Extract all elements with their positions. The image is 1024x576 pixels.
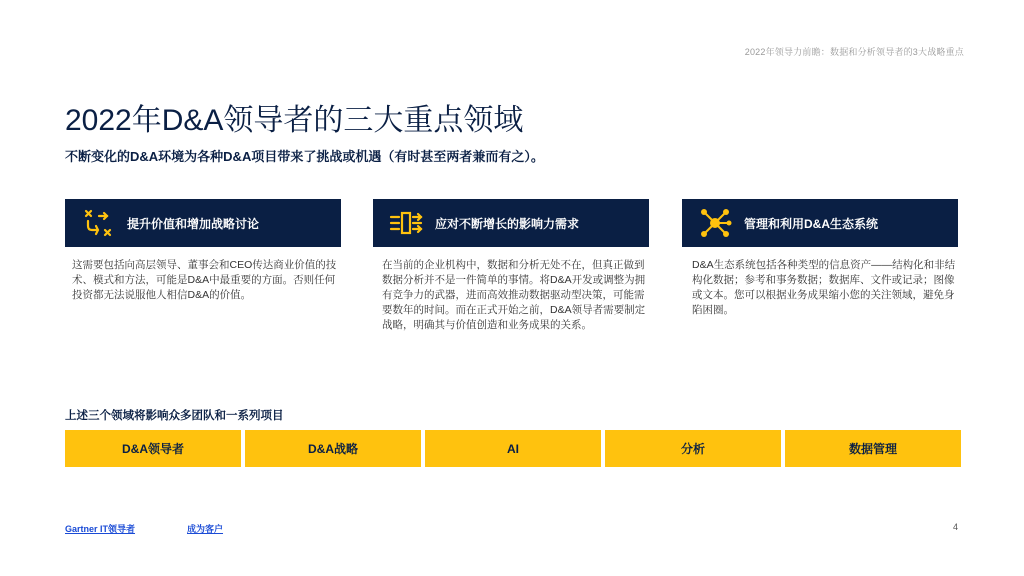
impact-chip: D&A战略 — [245, 430, 421, 467]
pillar-description: 在当前的企业机构中，数据和分析无处不在，但真正做到数据分析并不是一件简单的事情。将D&A开发或调整为拥有竞争力的武器，进而高效推动数据驱动型决策，可能需要数年的时间。而在正式开始之前，D&A领导者需要制定战略，明确其与价值创造和业务成果的关系。 — [382, 259, 646, 331]
pillar-description: 这需要包括向高层领导、董事会和CEO传达商业价值的技术、模式和方法，可能是D&A中最重要的方面。否则任何投资都无法说服他人相信D&A的价值。 — [72, 259, 337, 301]
pillar-value-strategy — [65, 199, 341, 247]
pillar-ecosystem — [682, 199, 958, 247]
pillar-label: 应对不断增长的影响力需求 — [435, 216, 580, 231]
impact-title: 上述三个领域将影响众多团队和一系列项目 — [65, 410, 284, 422]
pillar-label: 提升价值和增加战略讨论 — [127, 216, 260, 231]
footer-link-become-client[interactable]: 成为客户 — [187, 524, 224, 534]
pillar-description: D&A生态系统包括各种类型的信息资产——结构化和非结构化数据；参考和事务数据；数据库、文件或记录；图像或文本。您可以根据业务成果缩小您的关注领域，避免身陷困圈。 — [692, 259, 956, 316]
impact-chip: 分析 — [605, 430, 781, 467]
impact-chip: D&A领导者 — [65, 430, 241, 467]
pillar-impact-demand — [373, 199, 649, 247]
page-number: 4 — [952, 522, 958, 532]
pillar-label: 管理和利用D&A生态系统 — [744, 216, 878, 231]
page-subtitle: 不断变化的D&A环境为各种D&A项目带来了挑战或机遇（有时甚至两者兼而有之）。 — [65, 149, 544, 164]
strategy-arrows-icon — [77, 202, 119, 244]
page-title: 2022年D&A领导者的三大重点领域 — [65, 104, 524, 137]
header-note: 2022年领导力前瞻：数据和分析领导者的3大战略重点 — [744, 47, 964, 57]
impact-chip-row — [65, 430, 961, 467]
arrows-in-out-icon — [385, 202, 427, 244]
impact-chip: AI — [425, 430, 601, 467]
footer-link-gartner-it-leaders[interactable]: Gartner IT领导者 — [65, 524, 136, 534]
impact-chip: 数据管理 — [785, 430, 961, 467]
network-hub-icon — [694, 202, 736, 244]
